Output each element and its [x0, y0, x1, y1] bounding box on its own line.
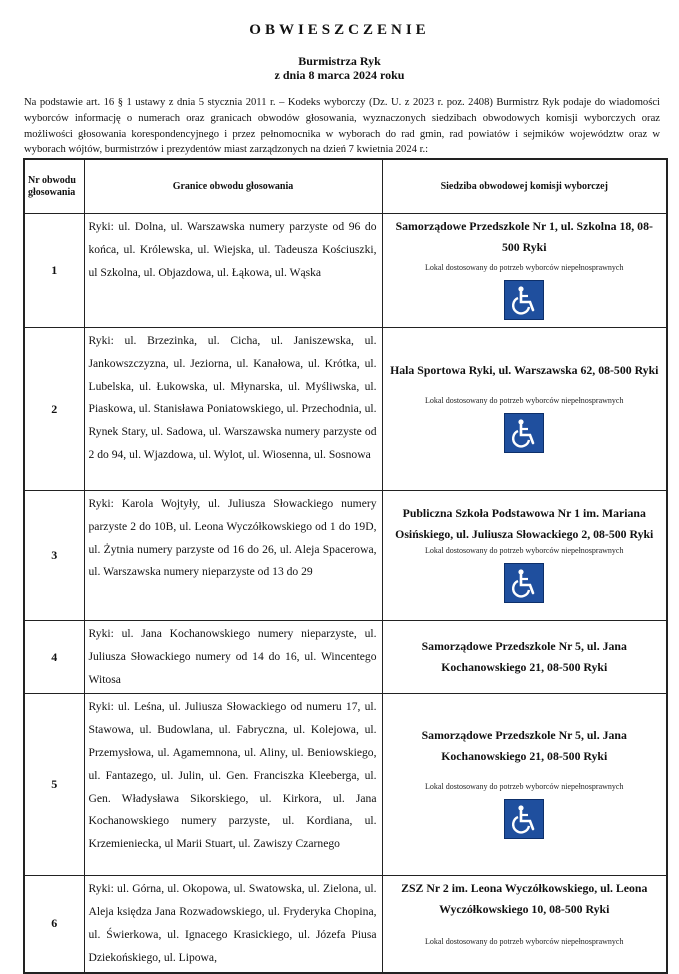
district-bounds: Ryki: Karola Wojtyły, ul. Juliusza Słowackiego numery parzyste 2 do 10B, ul. Leona Wyczółkowskiego od 1 do 19D, ul. Żytnia numery parzyste od 16 do 26, ul. Aleja Spacerowa, ul. Warszawska numery nieparzyste od 13 do 29: [84, 491, 382, 621]
district-bounds: Ryki: ul. Leśna, ul. Juliusza Słowackiego od numeru 17, ul. Stawowa, ul. Budowlana, ul. Fabryczna, ul. Kolejowa, ul. Przemysłowa, ul. Agamemnona, ul. Aliny, ul. Beniowskiego, ul. Fantazego, ul. Julin, ul. Gen. Franciszka Kleeberga, ul. Gen. Władysława Sikorskiego, ul. Kirkora, ul. Jana Kochanowskiego numery parzyste, ul. Kordiana, ul. Krzemieniecka, ul Marii Stuart, ul. Zawiszy Czarnego: [84, 694, 382, 876]
header-bounds: Granice obwodu głosowania: [84, 159, 382, 214]
district-seat: [382, 214, 667, 328]
district-bounds: Ryki: ul. Dolna, ul. Warszawska numery parzyste od 96 do końca, ul. Królewska, ul. Wiejska, ul. Tadeusza Kościuszki, ul Szkolna, ul. Objazdowa, ul. Łąkowa, ul. Wąska: [84, 214, 382, 328]
seat-name: Hala Sportowa Ryki, ul. Warszawska 62, 08-500 Ryki: [390, 363, 659, 377]
district-bounds: Ryki: ul. Brzezinka, ul. Cicha, ul. Janiszewska, ul. Jankowszczyzna, ul. Jeziorna, ul. Kanałowa, ul. Krótka, ul. Lubelska, ul. Łukowska, ul. Młynarska, ul. Myśliwska, ul. Piaskowa, ul. Stanisława Poniatowskiego, ul. Przechodnia, ul. Rynek Stary, ul. Sadowa, ul. Warszawska numery parzyste od 2 do 94, ul. Wjazdowa, ul. Wylot, ul. Wiosenna, ul. Sosnowa: [84, 328, 382, 491]
seat-name: Samorządowe Przedszkole Nr 5, ul. Jana Kochanowskiego 21, 08-500 Ryki: [421, 639, 627, 675]
district-seat: [382, 621, 667, 694]
accessibility-note: Lokal dostosowany do potrzeb wyborców niepełnosprawnych: [425, 396, 624, 405]
accessibility-note: Lokal dostosowany do potrzeb wyborców niepełnosprawnych: [425, 782, 624, 792]
district-seat: [382, 876, 667, 973]
intro-paragraph: Na podstawie art. 16 § 1 ustawy z dnia 5 stycznia 2011 r. – Kodeks wyborczy (Dz. U. z 2023 r. poz. 2408) Burmistrz Ryk podaje do wiadomości wyborców informację o numerach oraz granicach obwodów głosowania, wyznaczonych siedzibach obwodowych komisji wyborczych oraz możliwości głosowania korespondencyjnego i przez pełnomocnika w wyborach do rad gmin, rad powiatów i sejmików województw oraz w wyborach wójtów, burmistrzów i prezydentów miast zarządzonych na dzień 7 kwietnia 2024 r.:: [24, 97, 660, 156]
table-row: [24, 328, 667, 491]
seat-name: Publiczna Szkoła Podstawowa Nr 1 im. Mariana Osińskiego, ul. Juliusza Słowackiego 2, 08-500 Ryki: [395, 506, 654, 541]
issue-date: z dnia 8 marca 2024 roku: [274, 68, 405, 82]
wheelchair-icon: [504, 413, 544, 453]
table-row: [24, 876, 667, 973]
table-row: [24, 694, 667, 876]
table-row: [24, 621, 667, 694]
district-number: 1: [24, 214, 84, 328]
table-row: [24, 491, 667, 621]
district-seat: [382, 328, 667, 491]
header-nr: Nr obwodu głosowania: [24, 159, 84, 214]
issuer: Burmistrza Ryk: [298, 54, 381, 68]
seat-name: Samorządowe Przedszkole Nr 1, ul. Szkolna 18, 08-500 Ryki: [395, 219, 653, 254]
district-number: 5: [24, 694, 84, 876]
seat-name: ZSZ Nr 2 im. Leona Wyczółkowskiego, ul. Leona Wyczółkowskiego 10, 08-500 Ryki: [401, 881, 648, 917]
district-number: 4: [24, 621, 84, 694]
district-bounds: Ryki: ul. Górna, ul. Okopowa, ul. Swatowska, ul. Zielona, ul. Aleja księdza Jana Rozwadowskiego, ul. Fryderyka Chopina, ul. Świerkowa, ul. Ignacego Krasickiego, ul. Józefa Piusa Dziekońskiego, ul. Lipowa,: [84, 876, 382, 973]
header-seat: Siedziba obwodowej komisji wyborczej: [382, 159, 667, 214]
table-header-row: [24, 159, 667, 214]
accessibility-note: Lokal dostosowany do potrzeb wyborców niepełnosprawnych: [425, 263, 624, 272]
wheelchair-icon: [504, 563, 544, 603]
wheelchair-icon: [504, 280, 544, 320]
table-row: [24, 214, 667, 328]
district-bounds: Ryki: ul. Jana Kochanowskiego numery nieparzyste, ul. Juliusza Słowackiego numery od 14 do 16, ul. Wincentego Witosa: [84, 621, 382, 694]
district-number: 6: [24, 876, 84, 973]
wheelchair-icon: [504, 799, 544, 839]
seat-name: Samorządowe Przedszkole Nr 5, ul. Jana Kochanowskiego 21, 08-500 Ryki: [421, 728, 627, 764]
district-seat: [382, 694, 667, 876]
accessibility-note: Lokal dostosowany do potrzeb wyborców niepełnosprawnych: [425, 937, 624, 947]
district-number: 3: [24, 491, 84, 621]
document-title: OBWIESZCZENIE: [249, 22, 430, 38]
voting-districts-table: [23, 158, 668, 974]
district-number: 2: [24, 328, 84, 491]
accessibility-note: Lokal dostosowany do potrzeb wyborców niepełnosprawnych: [425, 546, 624, 555]
district-seat: [382, 491, 667, 621]
